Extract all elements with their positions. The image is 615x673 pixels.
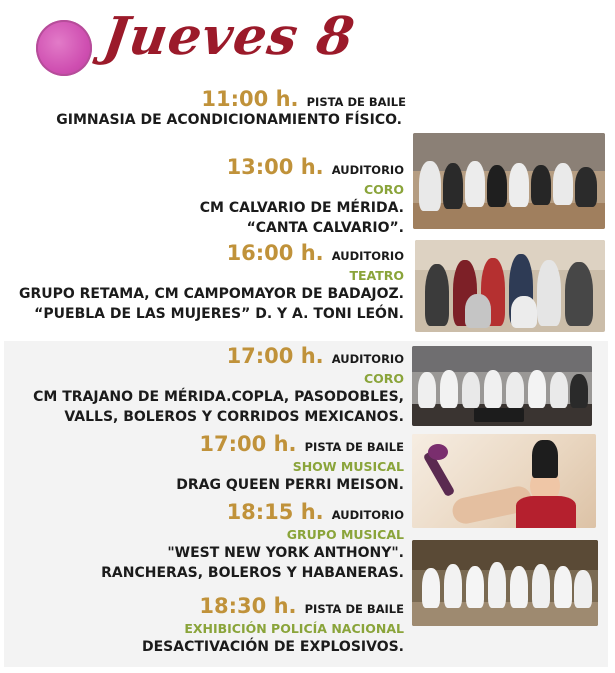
event-description: DRAG QUEEN PERRI MEISON.: [176, 477, 404, 493]
event-category: EXHIBICIÓN POLICÍA NACIONAL: [184, 621, 404, 636]
event-venue: AUDITORIO: [331, 352, 404, 366]
event-description: "WEST NEW YORK ANTHONY".: [167, 545, 404, 561]
event-description: DESACTIVACIÓN DE EXPLOSIVOS.: [141, 639, 404, 655]
event-category: CORO: [363, 182, 404, 197]
event-1830: [142, 595, 404, 657]
event-1815: [101, 501, 404, 583]
event-time: 18:30 h.: [199, 594, 297, 618]
event-1600: [19, 242, 404, 324]
event-1700-auditorio: [33, 345, 404, 427]
event-time: 11:00 h.: [201, 87, 299, 111]
day-circle: [36, 20, 92, 76]
band-photo: [412, 540, 598, 626]
day-title: Jueves 8: [99, 6, 359, 67]
event-venue: AUDITORIO: [331, 508, 404, 522]
event-time: 17:00 h.: [199, 432, 297, 456]
event-category: TEATRO: [349, 268, 404, 283]
event-time: 13:00 h.: [226, 155, 324, 179]
choir-stage-photo: [412, 346, 592, 426]
event-1700-pista: [176, 433, 404, 495]
event-description: GIMNASIA DE ACONDICIONAMIENTO FÍSICO.: [56, 112, 402, 128]
event-description: “CANTA CALVARIO”.: [246, 220, 404, 236]
event-category: CORO: [363, 371, 404, 386]
drag-queen-photo: [412, 434, 596, 528]
event-description: CM CALVARIO DE MÉRIDA.: [199, 200, 404, 216]
event-venue: AUDITORIO: [331, 249, 404, 263]
event-1300: [200, 156, 404, 238]
event-venue: PISTA DE BAILE: [304, 602, 404, 616]
event-venue: PISTA DE BAILE: [306, 95, 406, 109]
event-venue: AUDITORIO: [331, 163, 404, 177]
event-description: “PUEBLA DE LAS MUJERES” D. Y A. TONI LEÓN.: [34, 306, 404, 322]
choir-photo: [413, 133, 605, 229]
event-category: SHOW MUSICAL: [292, 459, 404, 474]
event-1100-desc: [56, 110, 402, 130]
event-description: VALLS, BOLEROS Y CORRIDOS MEXICANOS.: [64, 409, 404, 425]
event-category: GRUPO MUSICAL: [286, 527, 404, 542]
event-time: 17:00 h.: [226, 344, 324, 368]
event-time: 18:15 h.: [226, 500, 324, 524]
event-description: GRUPO RETAMA, CM CAMPOMAYOR DE BADAJOZ.: [18, 286, 404, 302]
event-time: 16:00 h.: [226, 241, 324, 265]
theatre-group-photo: [415, 240, 605, 332]
event-venue: PISTA DE BAILE: [304, 440, 404, 454]
event-description: RANCHERAS, BOLEROS Y HABANERAS.: [101, 565, 404, 581]
event-description: CM TRAJANO DE MÉRIDA.COPLA, PASODOBLES,: [33, 389, 404, 405]
